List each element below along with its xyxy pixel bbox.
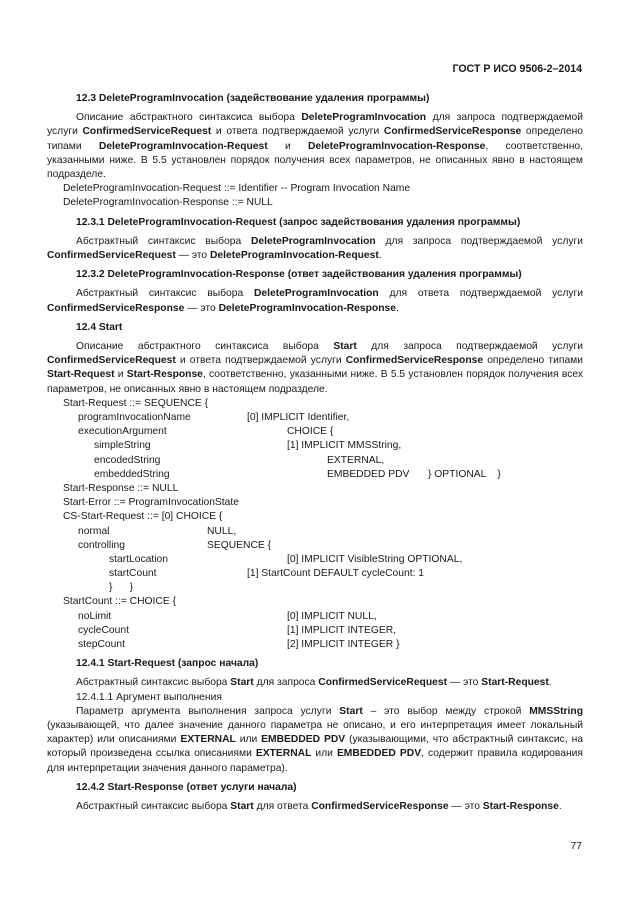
asn-line: [47, 539, 583, 553]
text: , соответственно, указанными ниже. В 5.5 установлен порядок получения всех параметров, не описанных явно в настоящем подразделе.: [47, 369, 583, 395]
asn-text: startCount: [109, 568, 157, 580]
asn-text: encodedString: [94, 454, 161, 466]
term: DeleteProgramInvocation: [301, 112, 427, 124]
text: или: [235, 734, 262, 746]
text: для запроса подтверждаемой услуги: [356, 341, 583, 353]
asn-line: [47, 510, 583, 524]
text: для запроса: [253, 677, 319, 689]
term: DeleteProgramInvocation-Response: [218, 302, 396, 314]
text: определено типами: [47, 126, 583, 152]
text: Абстрактный синтаксис выбора: [76, 288, 254, 300]
term: ConfirmedServiceResponse: [383, 126, 522, 138]
asn-text: } }: [109, 582, 134, 594]
asn-line: [47, 454, 583, 468]
term: EXTERNAL: [255, 748, 312, 760]
subheading-12-4-1-1: 12.4.1.1 Аргумент выполнения: [76, 691, 222, 703]
term: EMBEDDED PDV: [336, 748, 422, 760]
para-12-3-2: [47, 287, 583, 315]
asn-text: startLocation: [109, 553, 168, 565]
asn-text: EMBEDDED PDV: [327, 468, 410, 480]
heading-12-4: 12.4 Start: [76, 321, 123, 333]
text: и ответа подтверждаемой услуги: [211, 126, 384, 138]
term: Start-Request: [481, 677, 549, 689]
term: Start-Response: [482, 801, 559, 813]
asn-text: NULL,: [207, 525, 237, 537]
text: .: [558, 801, 562, 813]
text: – это выбор между строкой: [362, 705, 530, 717]
term: ConfirmedServiceResponse: [311, 801, 449, 813]
asn-line: [47, 638, 583, 652]
text: и: [267, 140, 308, 152]
term: EMBEDDED PDV: [261, 734, 346, 746]
text: и ответа подтверждаемой услуги: [175, 355, 346, 367]
text: , соответственно, указанными ниже. В 5.5 установлен порядок получения всех параметров, не описанных явно в настоящем подразделе.: [47, 140, 583, 181]
asn1-definition-block: [47, 397, 583, 652]
asn-text: StartCount ::= CHOICE {: [63, 596, 177, 608]
asn-line: [47, 525, 583, 539]
asn-line: [47, 468, 583, 482]
asn-text: EXTERNAL,: [327, 454, 385, 466]
term: Start: [230, 677, 254, 689]
heading-12-3-1: 12.3.1 DeleteProgramInvocation-Request (запрос задействования удаления программы): [76, 216, 521, 228]
text: — это: [447, 677, 482, 689]
asn-text: noLimit: [78, 610, 112, 622]
text: — это: [175, 250, 210, 262]
text: Абстрактный синтаксис выбора: [76, 235, 251, 247]
term: ConfirmedServiceResponse: [345, 355, 484, 367]
asn-line: [47, 567, 583, 581]
term: ConfirmedServiceRequest: [47, 250, 176, 262]
asn-line: [47, 581, 583, 595]
term: DeleteProgramInvocation: [253, 288, 379, 300]
asn-text: SEQUENCE {: [207, 539, 272, 551]
document-header-id: ГОСТ Р ИСО 9506-2–2014: [452, 63, 582, 75]
text: для запроса подтверждаемой услуги: [47, 112, 583, 138]
asn-text: Start-Response ::= NULL: [63, 482, 179, 494]
term: ConfirmedServiceResponse: [47, 302, 185, 314]
asn-text: [1] IMPLICIT INTEGER,: [287, 624, 397, 636]
asn-text: cycleCount: [78, 624, 129, 636]
code-line: DeleteProgramInvocation-Response ::= NULL: [63, 197, 273, 209]
para-12-4-1: [47, 676, 583, 690]
text: Абстрактный синтаксис выбора: [76, 801, 231, 813]
asn-text: CHOICE {: [287, 426, 334, 438]
term: ConfirmedServiceRequest: [47, 355, 176, 367]
asn-text: [2] IMPLICIT INTEGER }: [287, 639, 400, 651]
text: Описание абстрактного синтаксиса выбора: [76, 112, 302, 124]
term: EXTERNAL: [180, 734, 236, 746]
text: , содержит правила кодирования для интерпретации значения данного параметра).: [47, 748, 583, 774]
asn-text: stepCount: [78, 639, 125, 651]
asn-text: programInvocationName: [78, 412, 191, 424]
term: MMSString: [529, 705, 583, 717]
asn-text: [1] IMPLICIT MMSString,: [287, 440, 402, 452]
term: DeleteProgramInvocation-Response: [308, 140, 486, 152]
heading-12-3-2: 12.3.2 DeleteProgramInvocation-Response (ответ задействования удаления программы): [76, 269, 522, 281]
asn-line: [47, 425, 583, 439]
asn-text: embeddedString: [94, 468, 170, 480]
para-12-3: [47, 111, 583, 182]
asn-text: [0] IMPLICIT Identifier,: [247, 412, 350, 424]
text: (указывающей, что далее значение данного параметра не описано, и его интерпретация имеет локальный характер) или описаниями: [47, 720, 583, 746]
para-12-4-2: [47, 800, 583, 814]
asn-line: [47, 411, 583, 425]
text: или: [311, 748, 337, 760]
asn-line: [47, 482, 583, 496]
term: DeleteProgramInvocation: [250, 235, 376, 247]
term: Start: [339, 705, 363, 717]
asn-line: [47, 553, 583, 567]
asn-text: [0] IMPLICIT VisibleString OPTIONAL,: [287, 553, 463, 565]
asn-line: [47, 397, 583, 411]
text: определено типами: [483, 355, 583, 367]
term: Start: [333, 341, 357, 353]
para-12-4: [47, 340, 583, 397]
term: Start-Response: [126, 369, 203, 381]
text: для ответа: [253, 801, 312, 813]
term: ConfirmedServiceRequest: [318, 677, 448, 689]
heading-12-4-1: 12.4.1 Start-Request (запрос начала): [76, 658, 259, 670]
term: ConfirmedServiceRequest: [82, 126, 212, 138]
text: .: [378, 250, 382, 262]
term: Start-Request: [47, 369, 115, 381]
asn-line: [47, 610, 583, 624]
text: (указывающими, что абстрактный синтаксис, на который произведена ссылка описаниями: [47, 734, 584, 760]
asn-text: } OPTIONAL }: [428, 468, 501, 480]
asn-line: [47, 624, 583, 638]
asn-text: Start-Error ::= ProgramInvocationState: [63, 497, 239, 509]
page-number: 77: [570, 841, 582, 852]
text: Описание абстрактного синтаксиса выбора: [76, 341, 334, 353]
asn-line: [47, 439, 583, 453]
asn-line: [47, 595, 583, 609]
asn-text: executionArgument: [78, 426, 167, 438]
document-body: [47, 92, 583, 814]
asn-text: normal: [78, 525, 110, 537]
term: DeleteProgramInvocation-Request: [210, 250, 379, 262]
text: и: [114, 369, 127, 381]
text: Параметр аргумента выполнения запроса услуги: [76, 705, 340, 717]
text: Абстрактный синтаксис выбора: [76, 677, 231, 689]
text: — это: [448, 801, 483, 813]
heading-12-4-2: 12.4.2 Start-Response (ответ услуги начала): [76, 781, 297, 793]
para-12-4-1-1: [47, 705, 583, 776]
text: .: [395, 302, 399, 314]
text: для запроса подтверждаемой услуги: [375, 235, 583, 247]
para-12-3-1: [47, 235, 583, 263]
term: DeleteProgramInvocation-Request: [98, 140, 268, 152]
asn-line: [47, 496, 583, 510]
asn-text: Start-Request ::= SEQUENCE {: [63, 397, 209, 409]
asn-text: controlling: [78, 539, 125, 551]
term: Start: [230, 801, 254, 813]
asn-text: [0] IMPLICIT NULL,: [287, 610, 377, 622]
asn-text: simpleString: [94, 440, 151, 452]
code-line: DeleteProgramInvocation-Request ::= Identifier -- Program Invocation Name: [63, 183, 411, 195]
heading-12-3: 12.3 DeleteProgramInvocation (задействование удаления программы): [76, 93, 430, 104]
asn-text: [1] StartCount DEFAULT cycleCount: 1: [247, 568, 425, 580]
text: .: [548, 677, 552, 689]
text: для ответа подтверждаемой услуги: [378, 288, 583, 300]
asn-text: CS-Start-Request ::= [0] CHOICE {: [63, 511, 223, 523]
text: — это: [184, 302, 219, 314]
